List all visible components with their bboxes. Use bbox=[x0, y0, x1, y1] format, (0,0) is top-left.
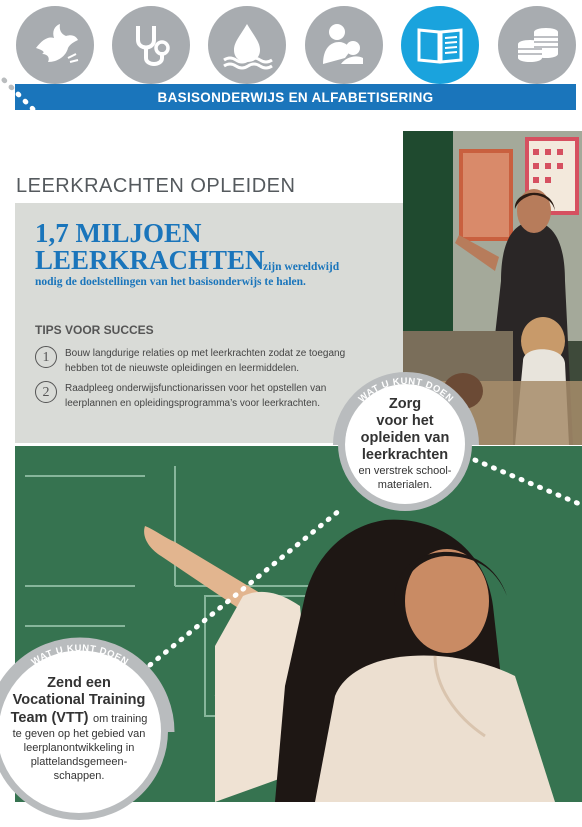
tip-text-line: Bouw langdurige relaties op met leerkrachten zodat ze toegang bbox=[65, 348, 346, 359]
section-banner: BASISONDERWIJS EN ALFABETISERING bbox=[15, 84, 576, 110]
callout-body-inline: om training bbox=[92, 713, 148, 725]
callout-heading-line: Vocational Training bbox=[12, 692, 146, 708]
callout-heading-line: Zend een bbox=[47, 675, 111, 691]
stat-suffix-2: nodig de doelstellingen van het basisonderwijs te halen. bbox=[35, 276, 306, 288]
page-title: LEERKRACHTEN OPLEIDEN bbox=[16, 175, 296, 197]
stat-subject: LEERKRACHTEN bbox=[35, 245, 265, 275]
svg-text:WAT U KUNT DOEN: WAT U KUNT DOEN bbox=[29, 642, 131, 668]
callout-body-line: materialen. bbox=[377, 479, 433, 491]
callout-heading-line: leerkrachten bbox=[361, 447, 449, 463]
tip-text-line: hebben tot de nieuwste opleidingen en leermiddelen. bbox=[65, 363, 300, 374]
callout-heading-line: voor het bbox=[376, 413, 434, 429]
tips-heading: TIPS VOOR SUCCES bbox=[35, 323, 154, 337]
tip-number: 2 bbox=[35, 381, 57, 403]
stat-number: 1,7 MILJOEN bbox=[35, 218, 202, 248]
stat-suffix-1: zijn wereldwijd bbox=[263, 261, 340, 273]
callout-heading-line: opleiden van bbox=[360, 430, 450, 446]
callout-body-line: plattelandsgemeen- bbox=[30, 756, 128, 768]
tip-text-line: leerplannen en opleidingsprogramma’s voor leerkrachten. bbox=[65, 398, 320, 409]
svg-text:WAT U KUNT DOEN: WAT U KUNT DOEN bbox=[356, 375, 456, 405]
callout-heading-line: Team (VTT) bbox=[10, 710, 89, 726]
tip-text-line: Raadpleeg onderwijsfunctionarissen voor het opstellen van bbox=[65, 383, 327, 394]
callout-body-line: en verstrek school- bbox=[358, 465, 452, 477]
callout-body-line: te geven op het gebied van bbox=[12, 728, 146, 740]
tip-item bbox=[35, 346, 365, 376]
callout-circle-vtt bbox=[0, 642, 168, 820]
tip-item bbox=[35, 381, 365, 411]
tip-number: 1 bbox=[35, 346, 57, 368]
callout-circle-teacher-training bbox=[338, 377, 472, 511]
callout-body-line: schappen. bbox=[53, 770, 105, 782]
callout-body-line: leerplanontwikkeling in bbox=[23, 742, 135, 754]
callout-heading-line: Zorg bbox=[388, 396, 422, 412]
